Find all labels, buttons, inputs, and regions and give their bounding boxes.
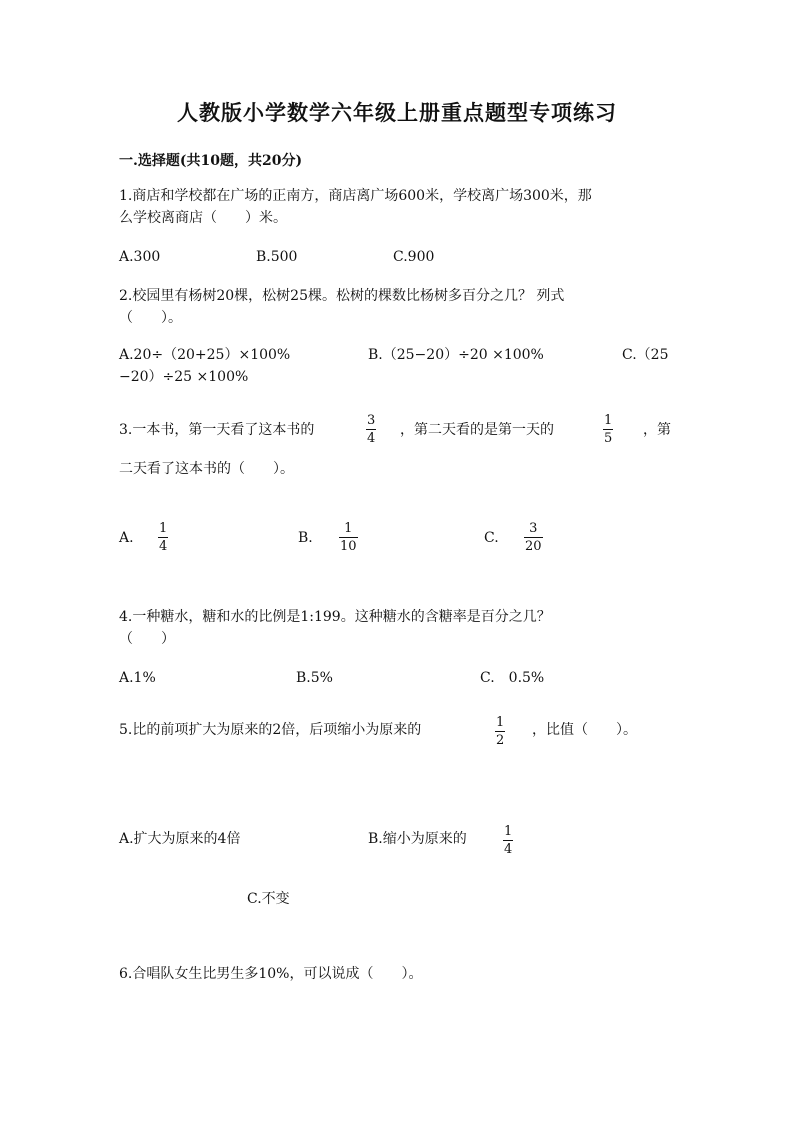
question-1-option-b: B.500 xyxy=(256,249,298,265)
question-3-option-a-label: A. xyxy=(119,530,134,546)
fraction-denominator: 4 xyxy=(367,431,376,446)
question-4-option-a: A.1% xyxy=(119,670,156,686)
question-5-part-1: 5.比的前项扩大为原来的2倍，后项缩小为原来的 xyxy=(119,722,422,738)
question-4-text xyxy=(119,606,679,650)
question-1-option-c: C.900 xyxy=(393,249,435,265)
question-3-part-3: ，第 xyxy=(643,422,671,438)
question-4-option-b: B.5% xyxy=(296,670,333,686)
question-3-option-c-label: C. xyxy=(484,530,499,546)
question-3-fraction-1 xyxy=(366,413,376,446)
fraction-bar xyxy=(603,429,613,430)
question-5-part-2: ，比值（ ）。 xyxy=(532,722,637,738)
fraction-denominator: 20 xyxy=(525,539,542,554)
fraction-numerator: 3 xyxy=(367,413,376,428)
question-3-part-1: 3.一本书，第一天看了这本书的 xyxy=(119,422,315,438)
section-heading: 一.选择题(共10题，共20分) xyxy=(119,153,303,169)
question-1-line-1: 1.商店和学校都在广场的正南方，商店离广场600米，学校离广场300米，那 xyxy=(119,188,592,204)
question-5-option-b-fraction xyxy=(503,824,513,857)
question-1-text xyxy=(119,185,679,229)
fraction-denominator: 5 xyxy=(604,431,613,446)
fraction-numerator: 3 xyxy=(529,521,538,536)
fraction-numerator: 1 xyxy=(496,715,505,730)
fraction-numerator: 1 xyxy=(344,521,353,536)
fraction-bar xyxy=(524,537,543,538)
question-3-option-b-label: B. xyxy=(298,530,313,546)
question-2-text xyxy=(119,285,679,329)
fraction-bar xyxy=(158,537,168,538)
question-3-option-a-fraction xyxy=(158,521,168,554)
fraction-denominator: 4 xyxy=(504,842,513,857)
question-2-option-b: B.（25−20）÷20 ×100% xyxy=(368,347,544,363)
fraction-denominator: 10 xyxy=(340,539,357,554)
fraction-bar xyxy=(495,731,505,732)
page-title: 人教版小学数学六年级上册重点题型专项练习 xyxy=(177,100,617,125)
question-5-option-b: B.缩小为原来的 xyxy=(368,831,467,847)
question-4-line-1: 4.一种糖水，糖和水的比例是1:199。这种糖水的含糖率是百分之几？ xyxy=(119,609,551,625)
question-5-option-c: C.不变 xyxy=(247,891,290,907)
question-1-line-2: 么学校离商店（ ）米。 xyxy=(119,210,287,226)
question-3-option-b-fraction xyxy=(339,521,358,554)
fraction-numerator: 1 xyxy=(159,521,168,536)
fraction-denominator: 2 xyxy=(496,733,505,748)
fraction-bar xyxy=(339,537,358,538)
question-5-fraction xyxy=(495,715,505,748)
question-2-option-a: A.20÷（20+25）×100% xyxy=(119,347,291,363)
question-2-option-c-line-1: C.（25 xyxy=(622,347,669,363)
fraction-bar xyxy=(503,840,513,841)
question-3-option-c-fraction xyxy=(524,521,543,554)
question-2-line-1: 2.校园里有杨树20棵，松树25棵。松树的棵数比杨树多百分之几？ 列式 xyxy=(119,288,565,304)
question-1-option-a: A.300 xyxy=(119,249,161,265)
question-3-line-2: 二天看了这本书的（ ）。 xyxy=(119,461,294,477)
fraction-bar xyxy=(366,429,376,430)
question-2-option-c-line-2: −20）÷25 ×100% xyxy=(119,369,249,385)
fraction-numerator: 1 xyxy=(604,413,613,428)
question-4-line-2: （ ） xyxy=(119,631,175,647)
question-4-option-c: C. 0.5% xyxy=(480,670,545,686)
fraction-numerator: 1 xyxy=(504,824,513,839)
question-3-part-2: ，第二天看的是第一天的 xyxy=(400,422,554,438)
question-3-fraction-2 xyxy=(603,413,613,446)
question-2-line-2: （ ）。 xyxy=(119,310,182,326)
question-6-text: 6.合唱队女生比男生多10%，可以说成（ ）。 xyxy=(119,966,423,982)
fraction-denominator: 4 xyxy=(159,539,168,554)
question-5-option-a: A.扩大为原来的4倍 xyxy=(119,831,241,847)
